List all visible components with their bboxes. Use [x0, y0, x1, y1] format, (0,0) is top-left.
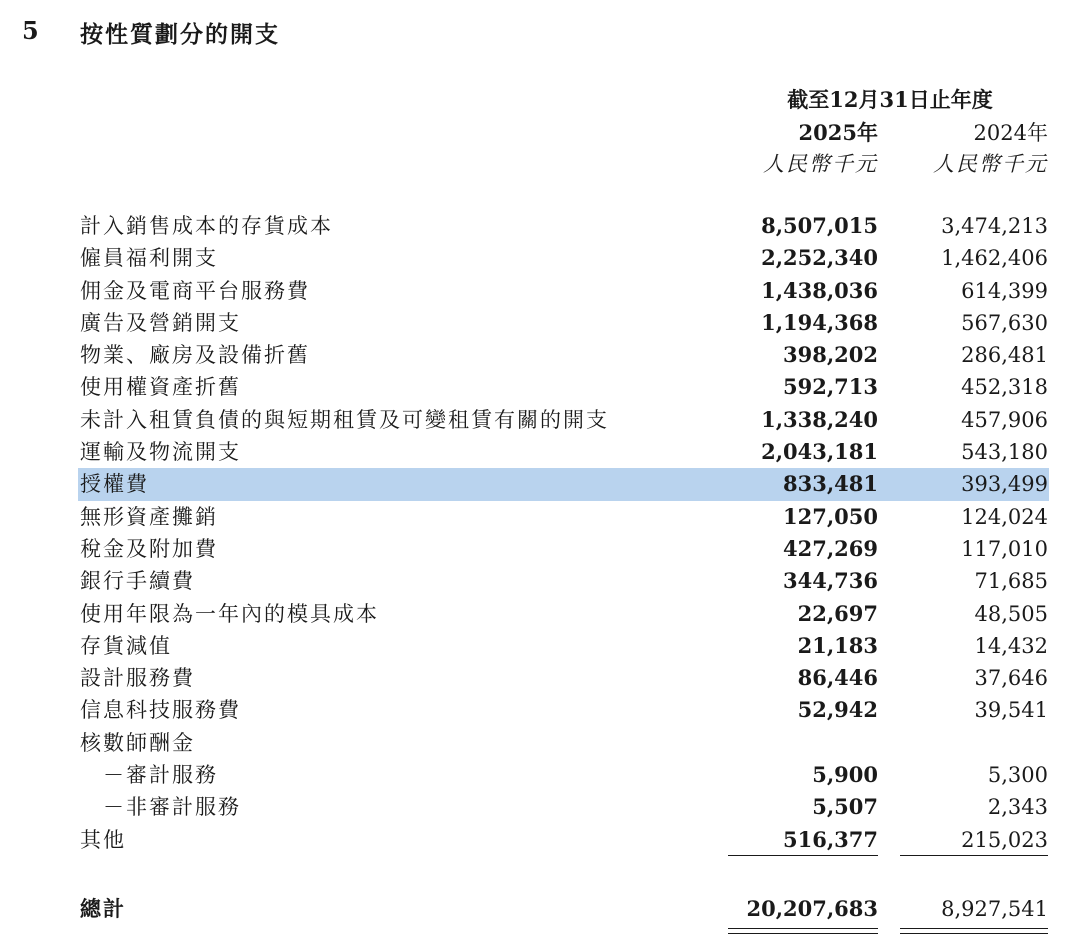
section-title: 按性質劃分的開支 — [80, 21, 280, 48]
prior-value: 1,462,406 — [941, 246, 1048, 271]
total-prior-value: 8,927,541 — [941, 897, 1048, 921]
table-row — [0, 242, 1080, 274]
prior-value: 614,399 — [961, 278, 1048, 303]
row-label: 稅金及附加費 — [80, 536, 218, 561]
total-double-rule-prior-bottom — [900, 933, 1048, 934]
period-header: 截至12月31日止年度 — [787, 87, 993, 112]
current-value: 398,202 — [783, 342, 878, 368]
row-label: －非審計服務 — [103, 795, 241, 820]
table-row — [0, 824, 1080, 856]
table-row — [0, 630, 1080, 662]
prior-value: 543,180 — [961, 440, 1048, 465]
table-row — [0, 339, 1080, 371]
row-label: 使用年限為一年內的模具成本 — [80, 601, 379, 626]
total-current-value: 20,207,683 — [746, 896, 878, 921]
table-row-selected[interactable] — [78, 468, 1049, 500]
prior-value: 14,432 — [974, 633, 1048, 658]
row-label: 使用權資產折舊 — [80, 375, 241, 400]
table-row — [0, 694, 1080, 726]
current-value: 833,481 — [783, 471, 878, 497]
table-row — [0, 791, 1080, 823]
table-row — [0, 501, 1080, 533]
row-label: 其他 — [80, 827, 126, 852]
prior-value: 2,343 — [987, 795, 1048, 820]
prior-value: 286,481 — [961, 343, 1048, 368]
prior-value: 457,906 — [961, 407, 1048, 432]
table-row — [0, 404, 1080, 436]
prior-year-header: 2024年 — [973, 121, 1048, 145]
row-label: 計入銷售成本的存貨成本 — [80, 214, 333, 238]
total-double-rule-prior-top — [900, 928, 1048, 929]
row-label: 設計服務費 — [80, 666, 195, 691]
current-unit-header: 人民幣千元 — [763, 152, 878, 176]
current-value: 2,252,340 — [761, 245, 878, 271]
table-row — [0, 759, 1080, 791]
table-row — [0, 275, 1080, 307]
prior-value: 393,499 — [961, 472, 1048, 497]
prior-value: 71,685 — [974, 569, 1048, 594]
row-label: 廣告及營銷開支 — [80, 310, 241, 335]
prior-value: 39,541 — [974, 698, 1048, 723]
total-double-rule-current-top — [728, 928, 878, 929]
current-value: 5,900 — [812, 762, 878, 788]
current-value: 22,697 — [797, 600, 878, 626]
row-label: 授權費 — [80, 472, 149, 497]
prior-value: 452,318 — [961, 375, 1048, 400]
current-value: 592,713 — [783, 374, 878, 400]
subtotal-rule-current — [728, 855, 878, 856]
prior-value: 37,646 — [974, 666, 1048, 691]
prior-value: 124,024 — [961, 504, 1048, 529]
row-label: 未計入租賃負債的與短期租賃及可變租賃有關的開支 — [80, 407, 609, 432]
current-value: 344,736 — [783, 568, 878, 594]
row-label: 佣金及電商平台服務費 — [80, 278, 310, 303]
row-label: 僱員福利開支 — [80, 246, 218, 271]
row-label: 物業、廠房及設備折舊 — [80, 343, 310, 368]
row-label: －審計服務 — [103, 763, 218, 788]
row-label: 銀行手續費 — [80, 569, 195, 594]
subtotal-rule-prior — [900, 855, 1048, 856]
section-number: 5 — [22, 16, 39, 45]
table-row — [0, 436, 1080, 468]
row-label: 信息科技服務費 — [80, 698, 241, 723]
current-year-header: 2025年 — [798, 120, 878, 145]
row-label: 運輸及物流開支 — [80, 440, 241, 465]
prior-value: 5,300 — [987, 763, 1048, 788]
table-row — [0, 307, 1080, 339]
prior-value: 117,010 — [961, 536, 1048, 561]
prior-value: 567,630 — [961, 310, 1048, 335]
current-value: 127,050 — [783, 503, 878, 529]
table-row — [0, 727, 1080, 759]
table-row — [0, 598, 1080, 630]
table-row — [0, 533, 1080, 565]
prior-value: 48,505 — [974, 601, 1048, 626]
prior-value: 215,023 — [961, 827, 1048, 852]
table-row — [0, 371, 1080, 403]
total-row — [0, 893, 1080, 925]
current-value: 516,377 — [783, 826, 878, 852]
row-label: 無形資產攤銷 — [80, 504, 218, 529]
current-value: 8,507,015 — [761, 213, 878, 238]
table-row — [0, 210, 1080, 242]
row-label: 核數師酬金 — [80, 730, 195, 755]
current-value: 1,338,240 — [761, 406, 878, 432]
row-label: 存貨減值 — [80, 633, 172, 658]
current-value: 1,194,368 — [761, 309, 878, 335]
current-value: 86,446 — [797, 665, 878, 691]
expense-table — [0, 210, 1080, 856]
current-value: 2,043,181 — [761, 439, 878, 465]
current-value: 21,183 — [797, 632, 878, 658]
current-value: 1,438,036 — [761, 277, 878, 303]
total-double-rule-current-bottom — [728, 933, 878, 934]
current-value: 52,942 — [797, 697, 878, 723]
table-row — [0, 565, 1080, 597]
current-value: 5,507 — [812, 794, 878, 820]
table-row — [0, 662, 1080, 694]
current-value: 427,269 — [783, 535, 878, 561]
prior-unit-header: 人民幣千元 — [933, 152, 1048, 176]
prior-value: 3,474,213 — [941, 214, 1048, 238]
total-label: 總計 — [80, 896, 126, 921]
